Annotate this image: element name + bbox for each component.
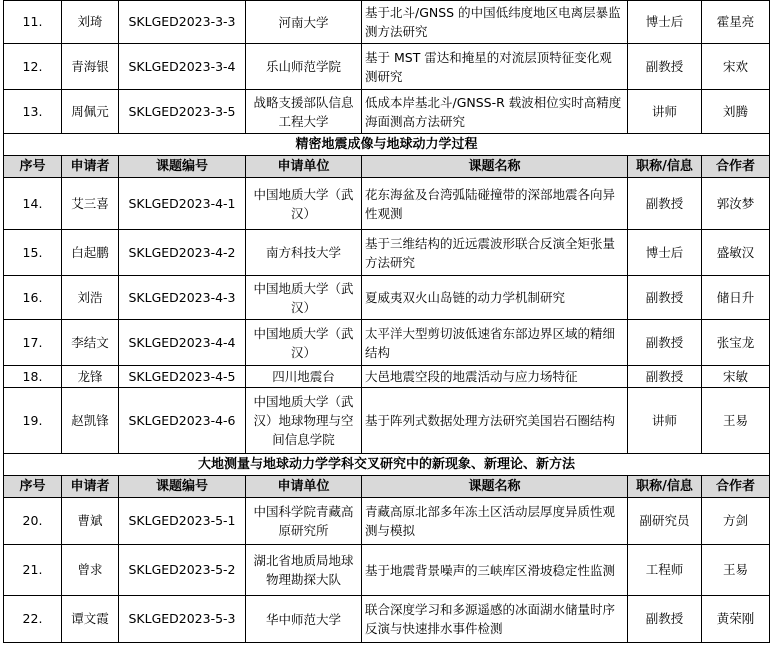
cell-collaborator: 宋欢	[702, 44, 770, 90]
table-row	[4, 388, 770, 454]
section-title-row	[4, 134, 770, 156]
cell-collaborator: 王易	[702, 545, 770, 596]
cell-seq: 22.	[4, 596, 62, 643]
cell-code: SKLGED2023-3-5	[119, 90, 246, 134]
cell-title: 低成本岸基北斗/GNSS-R 载波相位实时高精度海面测高方法研究	[362, 90, 628, 134]
cell-position: 博士后	[628, 1, 702, 44]
cell-collaborator: 郭汝梦	[702, 178, 770, 230]
cell-applicant: 谭文霞	[62, 596, 119, 643]
cell-seq: 21.	[4, 545, 62, 596]
cell-position: 工程师	[628, 545, 702, 596]
cell-institution: 四川地震台	[246, 366, 362, 388]
cell-applicant: 刘琦	[62, 1, 119, 44]
header-applicant: 申请者	[62, 476, 119, 498]
table-row	[4, 366, 770, 388]
cell-applicant: 龙锋	[62, 366, 119, 388]
cell-applicant: 曹斌	[62, 498, 119, 545]
cell-collaborator: 霍星亮	[702, 1, 770, 44]
cell-institution: 南方科技大学	[246, 230, 362, 276]
cell-seq: 20.	[4, 498, 62, 545]
cell-institution: 战略支援部队信息工程大学	[246, 90, 362, 134]
table-row	[4, 498, 770, 545]
table-row	[4, 178, 770, 230]
table-row	[4, 90, 770, 134]
cell-code: SKLGED2023-4-5	[119, 366, 246, 388]
cell-institution: 乐山师范学院	[246, 44, 362, 90]
section-title: 精密地震成像与地球动力学过程	[4, 134, 770, 156]
cell-institution: 中国地质大学（武汉）	[246, 320, 362, 366]
header-row	[4, 476, 770, 498]
cell-title: 基于三维结构的近远震波形联合反演全矩张量方法研究	[362, 230, 628, 276]
cell-seq: 19.	[4, 388, 62, 454]
cell-applicant: 白起鹏	[62, 230, 119, 276]
table-row	[4, 1, 770, 44]
cell-seq: 12.	[4, 44, 62, 90]
cell-title: 基于北斗/GNSS 的中国低纬度地区电离层暴监测方法研究	[362, 1, 628, 44]
cell-position: 副教授	[628, 366, 702, 388]
cell-title: 基于 MST 雷达和掩星的对流层顶特征变化观测研究	[362, 44, 628, 90]
header-institution: 申请单位	[246, 476, 362, 498]
table-row	[4, 596, 770, 643]
header-institution: 申请单位	[246, 156, 362, 178]
cell-seq: 14.	[4, 178, 62, 230]
header-code: 课题编号	[119, 476, 246, 498]
cell-institution: 湖北省地质局地球物理勘探大队	[246, 545, 362, 596]
cell-applicant: 青海银	[62, 44, 119, 90]
header-code: 课题编号	[119, 156, 246, 178]
cell-applicant: 刘浩	[62, 276, 119, 320]
cell-institution: 中国地质大学（武汉）	[246, 276, 362, 320]
header-row	[4, 156, 770, 178]
cell-title: 基于阵列式数据处理方法研究美国岩石圈结构	[362, 388, 628, 454]
cell-collaborator: 盛敏汉	[702, 230, 770, 276]
header-position: 职称/信息	[628, 156, 702, 178]
cell-code: SKLGED2023-5-2	[119, 545, 246, 596]
cell-collaborator: 宋敏	[702, 366, 770, 388]
cell-code: SKLGED2023-4-4	[119, 320, 246, 366]
cell-code: SKLGED2023-5-1	[119, 498, 246, 545]
cell-institution: 河南大学	[246, 1, 362, 44]
cell-institution: 华中师范大学	[246, 596, 362, 643]
cell-title: 联合深度学习和多源遥感的冰面湖水储量时序反演与快速排水事件检测	[362, 596, 628, 643]
cell-seq: 11.	[4, 1, 62, 44]
header-seq: 序号	[4, 156, 62, 178]
header-collaborator: 合作者	[702, 476, 770, 498]
cell-position: 博士后	[628, 230, 702, 276]
header-collaborator: 合作者	[702, 156, 770, 178]
cell-position: 讲师	[628, 90, 702, 134]
cell-applicant: 赵凯锋	[62, 388, 119, 454]
cell-collaborator: 储日升	[702, 276, 770, 320]
cell-seq: 18.	[4, 366, 62, 388]
cell-position: 副教授	[628, 596, 702, 643]
table-row	[4, 44, 770, 90]
cell-title: 夏威夷双火山岛链的动力学机制研究	[362, 276, 628, 320]
header-title: 课题名称	[362, 156, 628, 178]
cell-collaborator: 张宝龙	[702, 320, 770, 366]
cell-code: SKLGED2023-3-4	[119, 44, 246, 90]
table-row	[4, 545, 770, 596]
cell-institution: 中国科学院青藏高原研究所	[246, 498, 362, 545]
cell-collaborator: 黄荣刚	[702, 596, 770, 643]
section-title-row	[4, 454, 770, 476]
cell-code: SKLGED2023-4-1	[119, 178, 246, 230]
cell-applicant: 曾求	[62, 545, 119, 596]
cell-position: 副研究员	[628, 498, 702, 545]
cell-seq: 13.	[4, 90, 62, 134]
section-title: 大地测量与地球动力学学科交叉研究中的新现象、新理论、新方法	[4, 454, 770, 476]
cell-title: 大邑地震空段的地震活动与应力场特征	[362, 366, 628, 388]
cell-position: 副教授	[628, 44, 702, 90]
cell-code: SKLGED2023-4-2	[119, 230, 246, 276]
cell-seq: 17.	[4, 320, 62, 366]
cell-position: 副教授	[628, 178, 702, 230]
cell-title: 青藏高原北部多年冻土区活动层厚度异质性观测与模拟	[362, 498, 628, 545]
table-row	[4, 320, 770, 366]
cell-position: 副教授	[628, 320, 702, 366]
header-title: 课题名称	[362, 476, 628, 498]
cell-seq: 16.	[4, 276, 62, 320]
header-position: 职称/信息	[628, 476, 702, 498]
cell-collaborator: 王易	[702, 388, 770, 454]
cell-position: 副教授	[628, 276, 702, 320]
header-seq: 序号	[4, 476, 62, 498]
cell-code: SKLGED2023-5-3	[119, 596, 246, 643]
cell-code: SKLGED2023-4-3	[119, 276, 246, 320]
table-row	[4, 276, 770, 320]
cell-seq: 15.	[4, 230, 62, 276]
project-table	[3, 0, 770, 643]
cell-title: 基于地震背景噪声的三峡库区滑坡稳定性监测	[362, 545, 628, 596]
cell-applicant: 李结文	[62, 320, 119, 366]
cell-applicant: 周佩元	[62, 90, 119, 134]
cell-title: 太平洋大型剪切波低速省东部边界区域的精细结构	[362, 320, 628, 366]
cell-collaborator: 刘腾	[702, 90, 770, 134]
cell-institution: 中国地质大学（武汉）	[246, 178, 362, 230]
header-applicant: 申请者	[62, 156, 119, 178]
cell-code: SKLGED2023-3-3	[119, 1, 246, 44]
cell-title: 花东海盆及台湾弧陆碰撞带的深部地震各向异性观测	[362, 178, 628, 230]
table-body	[4, 1, 770, 643]
cell-institution: 中国地质大学（武汉）地球物理与空间信息学院	[246, 388, 362, 454]
cell-collaborator: 方剑	[702, 498, 770, 545]
cell-code: SKLGED2023-4-6	[119, 388, 246, 454]
cell-applicant: 艾三喜	[62, 178, 119, 230]
cell-position: 讲师	[628, 388, 702, 454]
table-row	[4, 230, 770, 276]
